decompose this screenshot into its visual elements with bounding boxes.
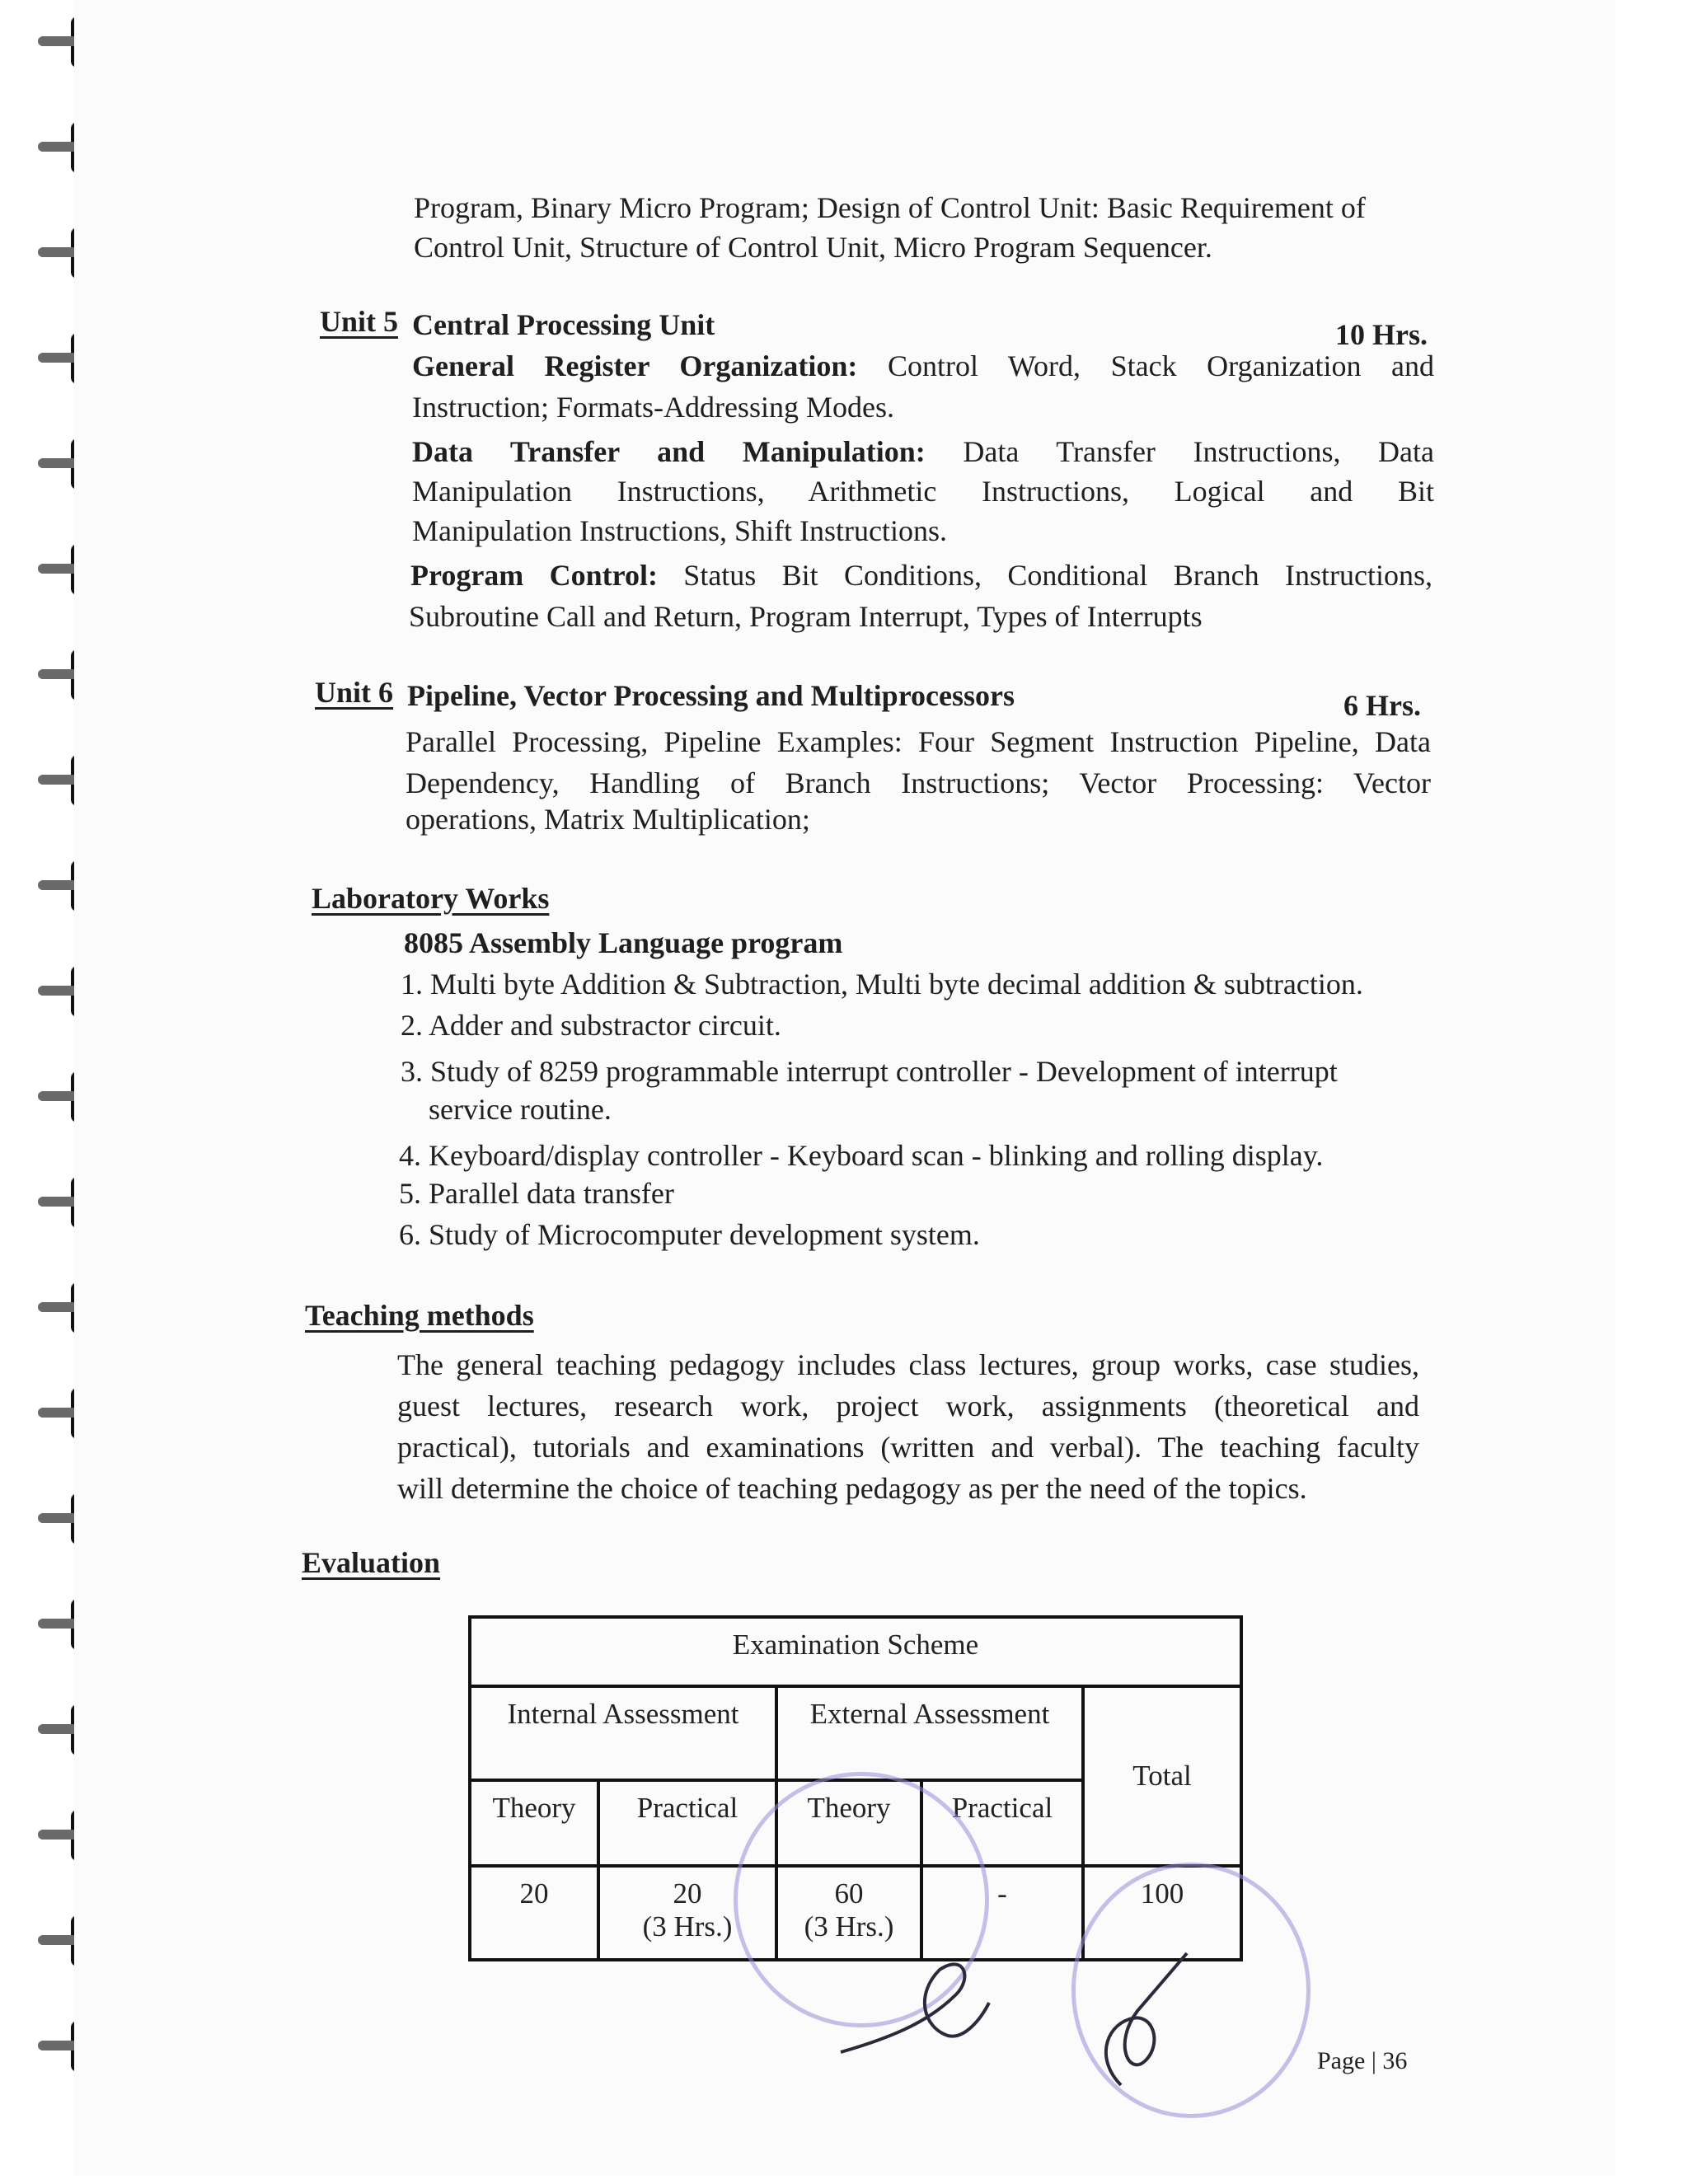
signature-mark-right — [1088, 1945, 1203, 2093]
unit5-title: Central Processing Unit — [412, 308, 715, 341]
ext-theory-header: Theory — [776, 1780, 921, 1866]
unit5-p2-line1 — [412, 432, 1434, 471]
teaching-heading: Teaching methods — [305, 1299, 534, 1332]
intro-line-2: Control Unit, Structure of Control Unit, Micro Program Sequencer. — [414, 231, 1212, 264]
unit5-hours: 10 Hrs. — [1335, 318, 1428, 351]
int-theory-header: Theory — [470, 1780, 598, 1866]
unit5-p3-title: Program Control: — [410, 559, 658, 592]
unit5-label: Unit 5 — [320, 305, 399, 338]
unit5-p2-rest: Data Transfer Instructions, Data — [963, 435, 1434, 468]
lab-subheading: 8085 Assembly Language program — [404, 926, 843, 959]
unit5-p3-line1 — [410, 555, 1432, 595]
unit6-line3: operations, Matrix Multiplication; — [406, 803, 810, 836]
unit5-p1-line2: Instruction; Formats-Addressing Modes. — [412, 391, 894, 424]
unit5-p1-line1 — [412, 346, 1434, 386]
teaching-line-4: will determine the choice of teaching pedagogy as per the need of the topics. — [397, 1472, 1307, 1505]
int-theory-value: 20 — [470, 1866, 598, 1960]
unit5-p3-line2: Subroutine Call and Return, Program Interrupt, Types of Interrupts — [409, 600, 1203, 633]
page-number: Page | 36 — [1317, 2047, 1408, 2074]
unit6-title: Pipeline, Vector Processing and Multiprocessors — [407, 679, 1015, 712]
total-value: 100 — [1083, 1866, 1241, 1960]
teaching-line-1: The general teaching pedagogy includes class lectures, group works, case studies, — [397, 1348, 1419, 1381]
internal-cell: Internal Assessment — [470, 1686, 776, 1780]
teaching-line-2: guest lectures, research work, project work, assignments (theoretical and — [397, 1390, 1419, 1422]
total-header-cell: Total — [1083, 1686, 1241, 1866]
table-row — [470, 1686, 1241, 1780]
lab-item-3: 3. Study of 8259 programmable interrupt controller - Development of interrupt — [401, 1055, 1338, 1088]
int-practical-number: 20 — [673, 1877, 702, 1910]
lab-item-4: 4. Keyboard/display controller - Keyboard scan - blinking and rolling display. — [399, 1139, 1324, 1172]
table-row — [470, 1617, 1241, 1686]
int-practical-header: Practical — [598, 1780, 776, 1866]
ext-practical-header: Practical — [921, 1780, 1083, 1866]
unit5-p2-title: Data Transfer and Manipulation: — [412, 435, 926, 468]
lab-heading: Laboratory Works — [312, 882, 550, 915]
lab-item-1: 1. Multi byte Addition & Subtraction, Multi byte decimal addition & subtraction. — [401, 968, 1363, 1001]
int-practical-hours: (3 Hrs.) — [642, 1910, 733, 1943]
ext-theory-number: 60 — [834, 1877, 864, 1910]
unit6-label: Unit 6 — [315, 676, 394, 709]
lab-item-6: 6. Study of Microcomputer development system. — [399, 1218, 980, 1251]
intro-line-1: Program, Binary Micro Program; Design of Control Unit: Basic Requirement of — [414, 191, 1366, 224]
lab-item-2: 2. Adder and substractor circuit. — [401, 1009, 781, 1042]
teaching-line-3: practical), tutorials and examinations (written and verbal). The teaching faculty — [397, 1431, 1419, 1464]
unit5-p1-rest: Control Word, Stack Organization and — [888, 349, 1435, 382]
unit5-p2-line2: Manipulation Instructions, Arithmetic Instructions, Logical and Bit — [412, 475, 1434, 508]
external-cell: External Assessment — [776, 1686, 1083, 1780]
ext-practical-value: - — [921, 1866, 1083, 1960]
lab-item-3-cont: service routine. — [429, 1093, 612, 1126]
unit5-p1-title: General Register Organization: — [412, 349, 858, 382]
signature-mark-left — [832, 1945, 997, 2060]
unit5-p3-rest: Status Bit Conditions, Conditional Branch Instructions, — [683, 559, 1432, 592]
ext-theory-hours: (3 Hrs.) — [804, 1910, 894, 1943]
evaluation-heading: Evaluation — [302, 1546, 441, 1579]
unit6-line2: Dependency, Handling of Branch Instructions; Vector Processing: Vector — [406, 766, 1431, 799]
unit6-hours: 6 Hrs. — [1343, 689, 1421, 722]
unit6-line1: Parallel Processing, Pipeline Examples: Four Segment Instruction Pipeline, Data — [406, 725, 1431, 758]
unit5-p2-line3: Manipulation Instructions, Shift Instructions. — [412, 514, 947, 547]
lab-item-5: 5. Parallel data transfer — [399, 1177, 674, 1210]
scheme-cell: Examination Scheme — [470, 1617, 1241, 1686]
